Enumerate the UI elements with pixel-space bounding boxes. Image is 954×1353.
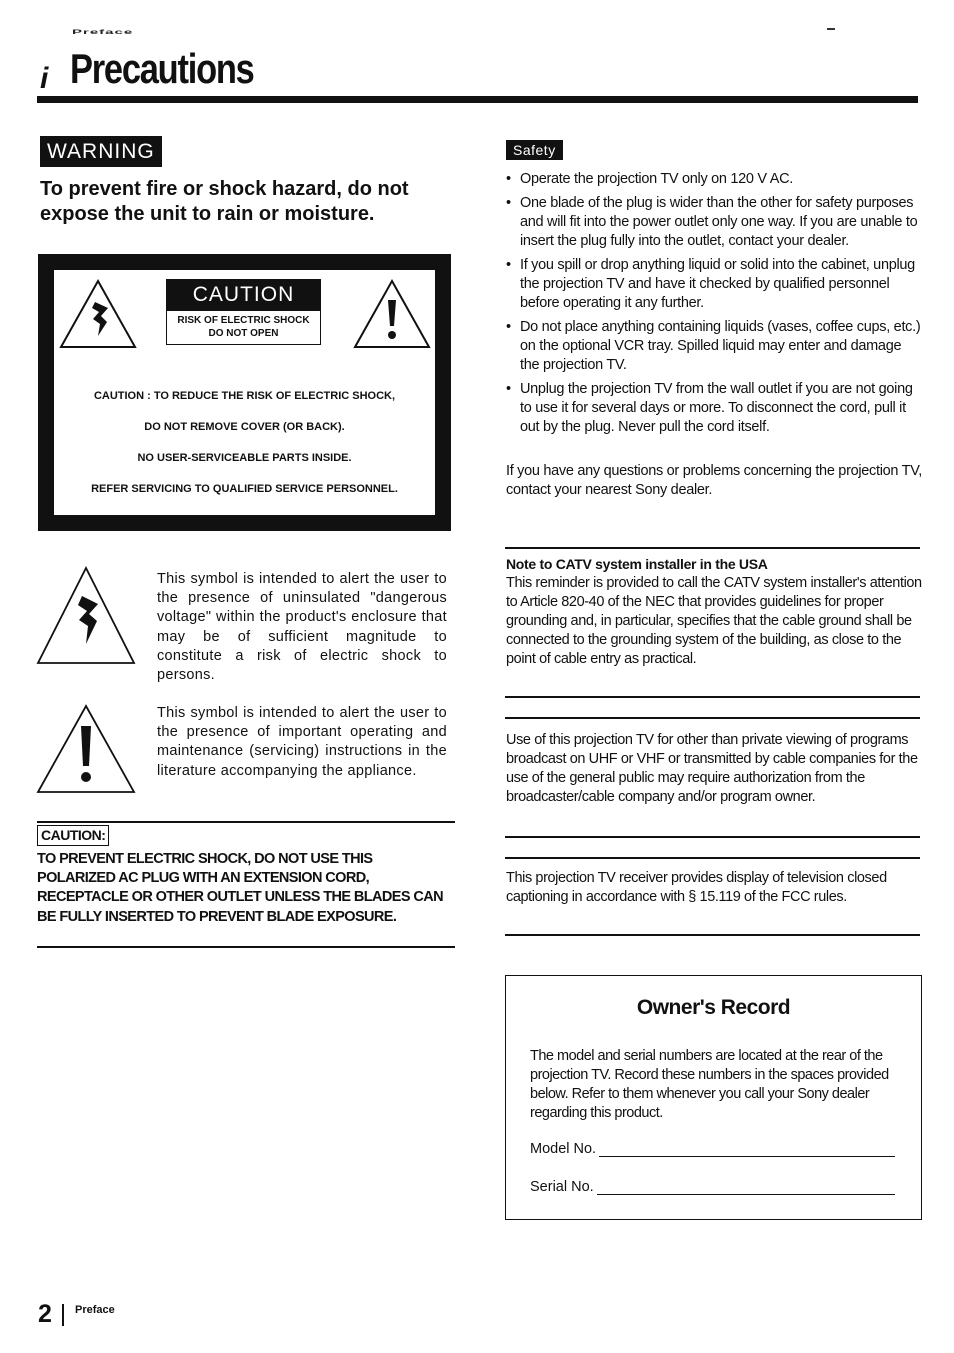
footer-section: Preface <box>75 1304 115 1316</box>
caution-sub-line: RISK OF ELECTRIC SHOCK <box>177 315 310 326</box>
catv-text: This reminder is provided to call the CATV system installer's attention to Article 820-40 of the NEC that provides guidelines for proper grounding and, in particular, specifies that the cable ground shall be connected to the grounding system of the building, as close to the point of cable entry as practical. <box>506 575 922 667</box>
caution-label: CAUTION <box>166 279 321 311</box>
exclamation-triangle-icon <box>36 704 136 794</box>
safety-list <box>506 170 924 442</box>
plug-caution-text: TO PREVENT ELECTRIC SHOCK, DO NOT USE THIS POLARIZED AC PLUG WITH AN EXTENSION CORD, RECEPTACLE OR OTHER OUTLET UNLESS THE BLADES CAN BE FULLY INSERTED TO PREVENT BLADE EXPOSURE. <box>37 851 443 925</box>
usage-note: Use of this projection TV for other than private viewing of programs broadcast on UHF or VHF or transmitted by cable companies for the use of the general public may require authorization from the broadcaster/cable company and/or program owner. <box>506 732 918 805</box>
title-rule <box>37 96 918 103</box>
list-item: • If you spill or drop anything liquid or solid into the cabinet, unplug the projection TV and have it checked by qualified personnel before operating it any further. <box>506 256 924 313</box>
safety-closing: If you have any questions or problems concerning the projection TV, contact your nearest Sony dealer. <box>506 463 922 498</box>
lightning-triangle-icon <box>36 566 136 666</box>
section-label: Preface <box>72 28 134 36</box>
exclamation-triangle-icon <box>352 278 432 350</box>
catv-heading: Note to CATV system installer in the USA <box>506 556 768 572</box>
divider <box>505 836 920 838</box>
model-number-line[interactable] <box>599 1143 895 1157</box>
owners-record-title: Owner's Record <box>636 996 791 1019</box>
captioning-note: This projection TV receiver provides display of television closed captioning in accordance with § 15.119 of the FCC rules. <box>506 870 887 905</box>
divider <box>37 946 455 948</box>
header-dash <box>827 28 835 30</box>
lightning-triangle-icon <box>58 278 138 350</box>
caution-line: NO USER-SERVICEABLE PARTS INSIDE. <box>137 452 352 464</box>
serial-number-field[interactable] <box>530 1179 895 1195</box>
caution-sub <box>166 311 321 345</box>
warning-badge: WARNING <box>40 136 162 167</box>
title-marker: i <box>40 62 49 95</box>
instructions-symbol-text: This symbol is intended to alert the user to the presence of important operating and maintenance (servicing) instructions in the literature accompanying the appliance. <box>157 705 447 779</box>
page-title: Precautions <box>70 45 254 92</box>
caution-line: REFER SERVICING TO QUALIFIED SERVICE PERSONNEL. <box>91 483 398 495</box>
divider <box>37 821 455 823</box>
divider <box>505 857 920 859</box>
model-number-field[interactable] <box>530 1141 895 1157</box>
divider <box>505 547 920 549</box>
page-separator <box>62 1304 64 1326</box>
warning-heading: To prevent fire or shock hazard, do not expose the unit to rain or moisture. <box>40 178 409 225</box>
divider <box>505 696 920 698</box>
list-item: • Operate the projection TV only on 120 V AC. <box>506 170 924 189</box>
divider <box>505 717 920 719</box>
safety-badge: Safety <box>506 140 563 160</box>
divider <box>505 934 920 936</box>
owners-record-text: The model and serial numbers are located at the rear of the projection TV. Record these numbers in the spaces provided below. Refer to them whenever you call your Sony dealer regarding this product. <box>530 1048 889 1121</box>
caution-line: DO NOT REMOVE COVER (OR BACK). <box>144 421 345 433</box>
serial-number-line[interactable] <box>597 1181 895 1195</box>
list-item: • One blade of the plug is wider than the other for safety purposes and will fit into the power outlet only one way. If you are unable to insert the plug fully into the outlet, contact your dealer. <box>506 194 924 251</box>
serial-number-label: Serial No. <box>530 1179 594 1195</box>
caution-sub-line: DO NOT OPEN <box>208 328 279 339</box>
caution-badge: CAUTION: <box>37 825 109 846</box>
list-item: • Do not place anything containing liquids (vases, coffee cups, etc.) on the optional VCR tray. Spilled liquid may enter and damage the projection TV. <box>506 318 924 375</box>
voltage-symbol-text: This symbol is intended to alert the user to the presence of uninsulated "dangerous voltage" within the product's enclosure that may be of sufficient magnitude to constitute a risk of electric shock to persons. <box>157 571 447 684</box>
list-item: • Unplug the projection TV from the wall outlet if you are not going to use it for several days or more. To disconnect the cord, pull it out by the plug. Never pull the cord itself. <box>506 380 924 437</box>
page-number: 2 <box>38 1300 52 1328</box>
caution-line: CAUTION : TO REDUCE THE RISK OF ELECTRIC SHOCK, <box>93 390 396 402</box>
model-number-label: Model No. <box>530 1141 597 1157</box>
